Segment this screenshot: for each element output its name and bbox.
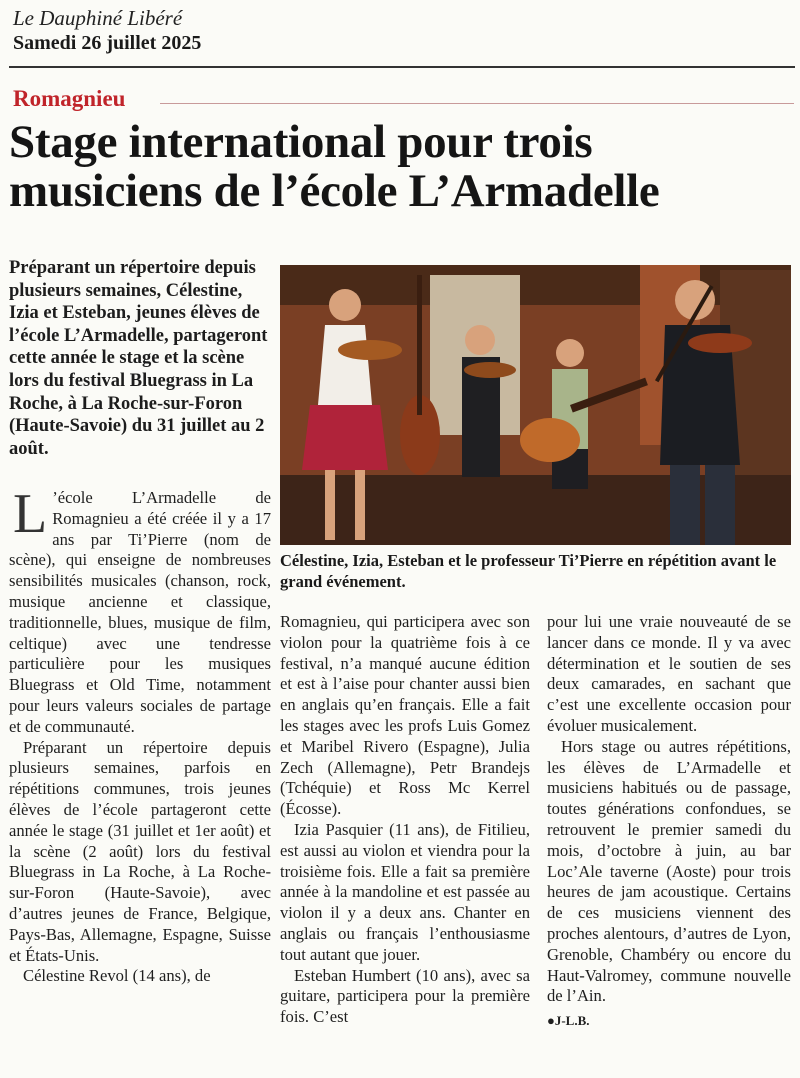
article-paragraph bbox=[9, 483, 271, 738]
article-column-2 bbox=[280, 612, 530, 1028]
musicians-photo-illustration bbox=[280, 265, 791, 545]
kicker-rule bbox=[160, 103, 794, 104]
article-column-3 bbox=[547, 612, 791, 1032]
article-lead: Préparant un répertoire depuis plusieurs semaines, Célestine, Izia et Esteban, jeunes élèves de l’école L’Armadelle, partageront cette année le stage et la scène lors du festival Bluegrass in La Roche, à La Roche-sur-Foron (Haute-Savoie) du 31 juillet au 2 août. bbox=[9, 258, 268, 459]
article-paragraph: pour lui une vraie nouveauté de se lancer dans ce monde. Il y va avec détermination et le soutien de ses deux camarades, en sachant que c’est une excellente occasion pour évoluer musicalement. bbox=[547, 612, 791, 735]
photo-caption: Célestine, Izia, Esteban et le professeur Ti’Pierre en répétition avant le grand événement. bbox=[280, 551, 777, 591]
publication-date: Samedi 26 juillet 2025 bbox=[13, 32, 202, 54]
article-paragraph: Esteban Humbert (10 ans), avec sa guitare, participera pour la première fois. C’est bbox=[280, 965, 530, 1027]
author-signature: ●J-L.B. bbox=[547, 1013, 590, 1029]
article-headline: Stage international pour trois musiciens de l’école L’Armadelle bbox=[9, 116, 660, 217]
newspaper-masthead: Le Dauphiné Libéré bbox=[13, 6, 183, 30]
article-column-1 bbox=[9, 483, 271, 987]
article-photo bbox=[280, 265, 791, 545]
article-paragraph: Préparant un répertoire depuis plusieurs semaines, parfois en répétitions communes, trois jeunes élèves de l’école partageront cette année le stage (31 juillet et 1er août) et la scène (2 août) lors du festival Bluegrass in La Roche, à La Roche-sur-Foron (Haute-Savoie), avec d’autres jeunes de France, Belgique, Pays-Bas, Allemagne, Espagne, Suisse et États-Unis. bbox=[9, 737, 271, 965]
article-paragraph: Izia Pasquier (11 ans), de Fitilieu, est aussi au violon et viendra pour la troisième fois. Elle a fait sa première année à la mandoline et est passée au violon il y a deux ans. Chanter en anglais ou français l’enthousiasme tout autant que jouer. bbox=[280, 819, 530, 964]
paragraph-text: ’école L’Armadelle de Romagnieu a été créée il y a 17 ans par Ti’Pierre (nom de scène), qui enseigne de nombreuses sensibilités musicales (chanson, rock, musique ancienne et classique, traditionnelle, blues, musique de film, celtique) avec une tendresse particulière pour les musiques Bluegrass et Old Time, notamment pour leurs valeurs sociales de partage et de communauté. bbox=[9, 488, 271, 736]
article-paragraph: Romagnieu, qui participera avec son violon pour la quatrième fois à ce festival, n’a manqué aucune édition et est à l’aise pour chanter aussi bien en anglais qu’en français. Elle a fait les stages avec les profs Luis Gomez et Maribel Rivero (Espagne), Julia Zech (Allemagne), Petr Brandejs (Tchéquie) et Ross Mc Kerrel (Écosse). bbox=[280, 612, 530, 819]
article-paragraph: Célestine Revol (14 ans), de bbox=[23, 966, 211, 986]
section-kicker: Romagnieu bbox=[13, 86, 126, 111]
article-paragraph: Hors stage ou autres répétitions, les élèves de L’Armadelle et musiciens habitués ou de passage, toutes générations confondues, se retrouvent le premier samedi du mois, d’octobre à juin, au bar Loc’Ale taverne (Aoste) pour trois heures de jam acoustique. Certains de ces musiciens viennent des proches alentours, d’autres de Lyon, Grenoble, Chambéry ou encore du Haut-Valromey, commune nouvelle de l’Ain. bbox=[547, 736, 791, 1006]
header-rule bbox=[9, 66, 795, 68]
dropcap: L bbox=[13, 483, 48, 545]
